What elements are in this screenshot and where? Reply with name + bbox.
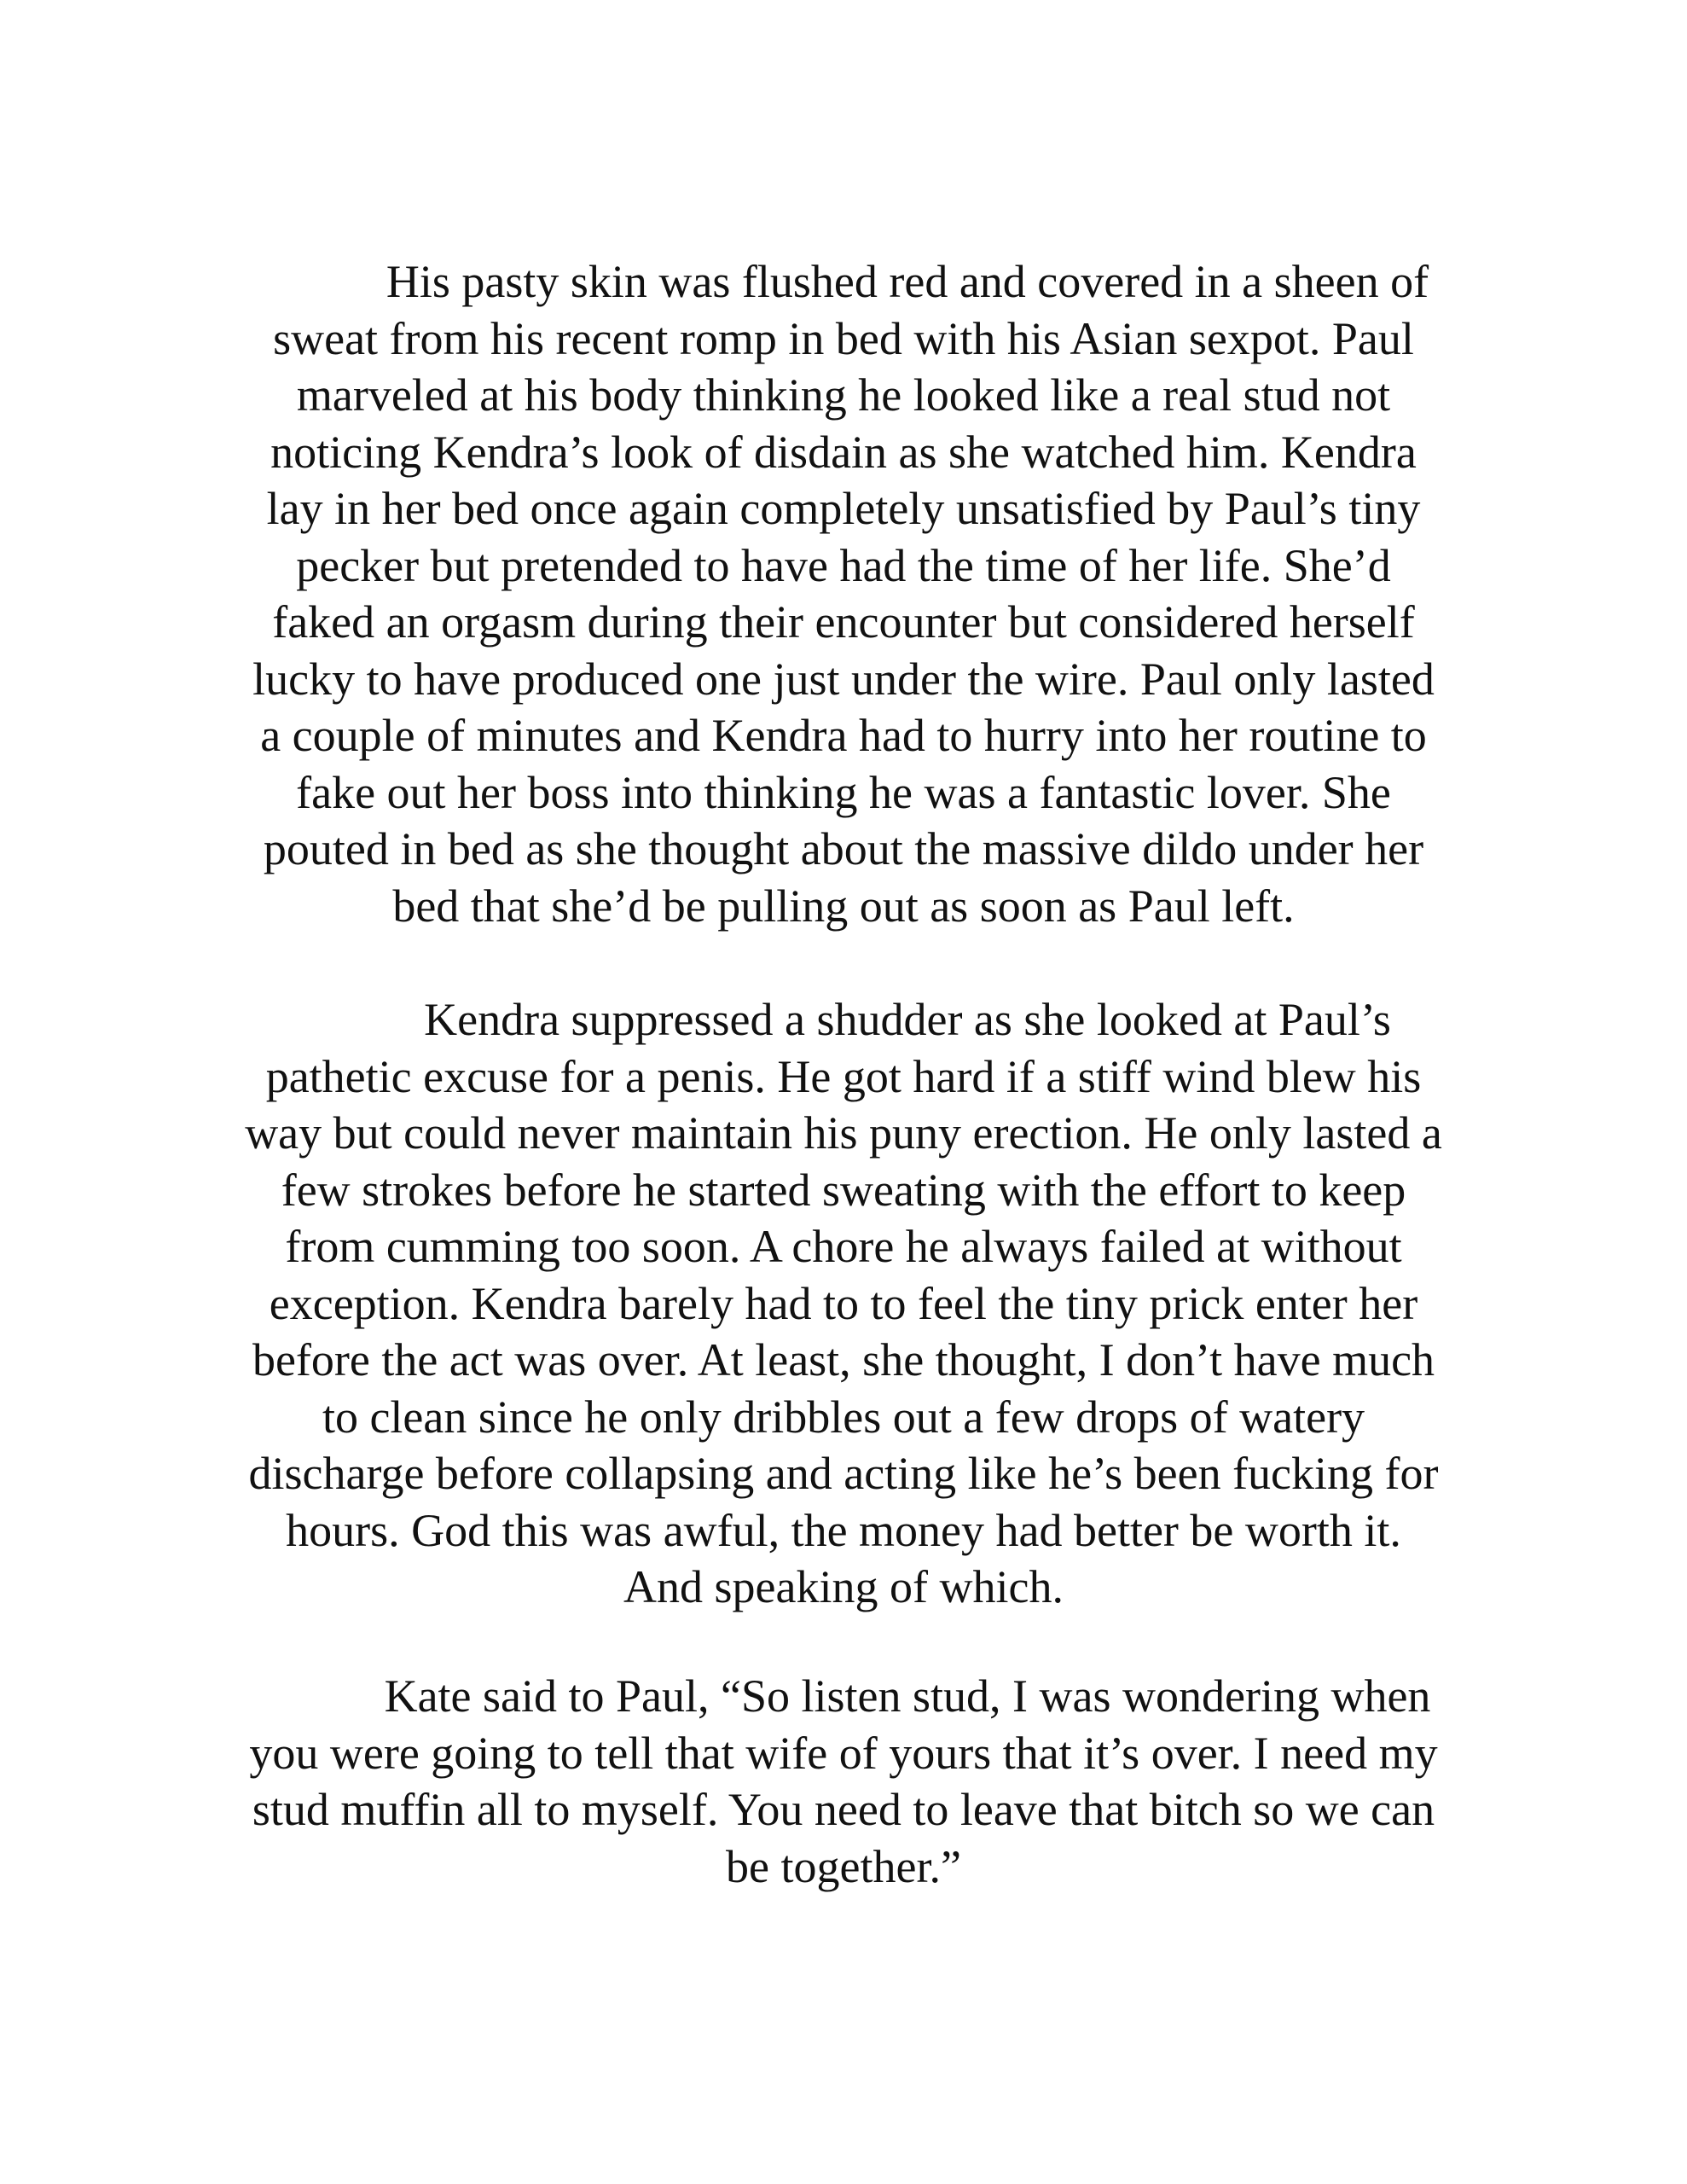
- paragraph-line: marveled at his body thinking he looked like a real stud not: [296, 369, 1391, 421]
- paragraph-line: lay in her bed once again completely unsatisfied by Paul’s tiny: [266, 483, 1421, 534]
- paragraph-1: [183, 253, 1504, 934]
- paragraph-line: fake out her boss into thinking he was a fantastic lover. She: [296, 766, 1391, 818]
- paragraph-2: [183, 991, 1504, 1616]
- paragraph-line: way but could never maintain his puny erection. He only lasted a: [245, 1107, 1442, 1159]
- paragraph-line: discharge before collapsing and acting like he’s been fucking for: [248, 1448, 1439, 1499]
- paragraph-line: exception. Kendra barely had to to feel the tiny prick enter her: [269, 1277, 1418, 1329]
- paragraph-line: hours. God this was awful, the money had better be worth it.: [286, 1504, 1401, 1556]
- paragraph-line: sweat from his recent romp in bed with his Asian sexpot. Paul: [273, 312, 1414, 364]
- paragraph-line: lucky to have produced one just under the wire. Paul only lasted: [252, 653, 1435, 705]
- paragraph-line: And speaking of which.: [623, 1561, 1064, 1612]
- paragraph-line: be together.”: [726, 1840, 961, 1892]
- paragraph-line: stud muffin all to myself. You need to leave that bitch so we can: [252, 1784, 1435, 1835]
- paragraph-line: Kate said to Paul, “So listen stud, I was wondering when: [384, 1670, 1431, 1722]
- paragraph-line: you were going to tell that wife of yours that it’s over. I need my: [249, 1727, 1438, 1779]
- paragraph-line: to clean since he only dribbles out a few drops of watery: [322, 1391, 1365, 1443]
- paragraph-line: His pasty skin was flushed red and covered in a sheen of: [386, 256, 1429, 307]
- paragraph-line: pathetic excuse for a penis. He got hard if a stiff wind blew his: [265, 1050, 1422, 1102]
- paragraph-3: [183, 1668, 1504, 1895]
- paragraph-line: noticing Kendra’s look of disdain as she watched him. Kendra: [270, 426, 1417, 478]
- paragraph-line: few strokes before he started sweating with the effort to keep: [281, 1164, 1406, 1216]
- paragraph-line: faked an orgasm during their encounter but considered herself: [272, 596, 1415, 648]
- paragraph-line: before the act was over. At least, she thought, I don’t have much: [252, 1334, 1435, 1385]
- paragraph-line: Kendra suppressed a shudder as she looked at Paul’s: [424, 994, 1391, 1045]
- paragraph-line: a couple of minutes and Kendra had to hurry into her routine to: [260, 710, 1427, 761]
- paragraph-line: bed that she’d be pulling out as soon as Paul left.: [392, 880, 1295, 932]
- paragraph-line: from cumming too soon. A chore he always failed at without: [285, 1221, 1402, 1272]
- paragraph-line: pecker but pretended to have had the time of her life. She’d: [296, 539, 1391, 591]
- paragraph-line: pouted in bed as she thought about the massive dildo under her: [263, 823, 1424, 874]
